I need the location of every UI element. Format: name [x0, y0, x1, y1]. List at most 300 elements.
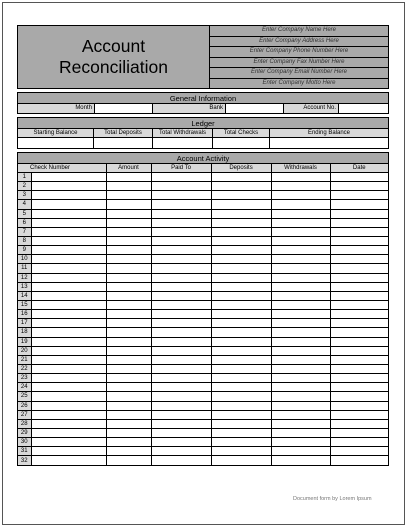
table-row — [18, 227, 388, 236]
amount-cell[interactable] — [106, 182, 151, 191]
date-header: Date — [330, 164, 388, 173]
row-number: 8 — [18, 236, 31, 245]
activity-rows — [18, 173, 388, 466]
table-row — [18, 255, 388, 264]
company-email-field[interactable]: Enter Company Email Number Here — [210, 68, 388, 79]
table-row — [18, 346, 388, 355]
check-number-header: Check Number — [18, 164, 106, 173]
amount-cell[interactable] — [106, 355, 151, 364]
check-number-cell[interactable] — [31, 383, 106, 392]
paid-to-cell[interactable] — [151, 182, 211, 191]
date-cell[interactable] — [330, 346, 388, 355]
withdrawals-cell[interactable] — [271, 346, 330, 355]
check-number-cell[interactable] — [31, 419, 106, 428]
withdrawals-cell[interactable] — [271, 419, 330, 428]
month-label: Month — [18, 104, 95, 113]
row-number: 19 — [18, 337, 31, 346]
row-number: 1 — [18, 173, 31, 182]
check-number-cell[interactable] — [31, 227, 106, 236]
date-cell[interactable] — [330, 410, 388, 419]
title-line-2: Reconciliation — [59, 57, 168, 77]
deposits-cell[interactable] — [211, 319, 271, 328]
deposits-cell[interactable] — [211, 392, 271, 401]
starting-balance-label: Starting Balance — [18, 129, 94, 137]
check-number-cell[interactable] — [31, 328, 106, 337]
paid-to-cell[interactable] — [151, 392, 211, 401]
paid-to-cell[interactable] — [151, 255, 211, 264]
row-number: 13 — [18, 282, 31, 291]
month-field[interactable] — [95, 104, 153, 113]
paid-to-cell[interactable] — [151, 246, 211, 255]
table-row — [18, 236, 388, 245]
withdrawals-cell[interactable] — [271, 209, 330, 218]
table-row — [18, 173, 388, 182]
withdrawals-header: Withdrawals — [271, 164, 330, 173]
deposits-cell[interactable] — [211, 401, 271, 410]
ending-balance-field[interactable] — [270, 138, 388, 148]
form-title — [18, 26, 210, 88]
withdrawals-cell[interactable] — [271, 236, 330, 245]
deposits-cell[interactable] — [211, 227, 271, 236]
date-cell[interactable] — [330, 209, 388, 218]
paid-to-cell[interactable] — [151, 447, 211, 456]
check-number-cell[interactable] — [31, 236, 106, 245]
ledger-heading: Ledger — [18, 118, 388, 129]
table-row — [18, 438, 388, 447]
paid-to-cell[interactable] — [151, 410, 211, 419]
deposits-cell[interactable] — [211, 337, 271, 346]
date-cell[interactable] — [330, 236, 388, 245]
date-cell[interactable] — [330, 337, 388, 346]
deposits-cell[interactable] — [211, 209, 271, 218]
paid-to-cell[interactable] — [151, 438, 211, 447]
date-cell[interactable] — [330, 419, 388, 428]
account-activity-section — [17, 152, 389, 466]
paid-to-cell[interactable] — [151, 291, 211, 300]
table-row — [18, 291, 388, 300]
paid-to-cell[interactable] — [151, 355, 211, 364]
deposits-cell[interactable] — [211, 264, 271, 273]
withdrawals-cell[interactable] — [271, 182, 330, 191]
withdrawals-cell[interactable] — [271, 428, 330, 437]
withdrawals-cell[interactable] — [271, 328, 330, 337]
company-address-field[interactable]: Enter Company Address Here — [210, 37, 388, 48]
deposits-cell[interactable] — [211, 218, 271, 227]
withdrawals-cell[interactable] — [271, 392, 330, 401]
amount-cell[interactable] — [106, 273, 151, 282]
paid-to-cell[interactable] — [151, 328, 211, 337]
deposits-cell[interactable] — [211, 438, 271, 447]
table-row — [18, 282, 388, 291]
withdrawals-cell[interactable] — [271, 319, 330, 328]
bank-field[interactable] — [226, 104, 284, 113]
row-number: 12 — [18, 273, 31, 282]
date-cell[interactable] — [330, 310, 388, 319]
withdrawals-cell[interactable] — [271, 218, 330, 227]
deposits-cell[interactable] — [211, 410, 271, 419]
bank-label: Bank — [153, 104, 226, 113]
row-number: 23 — [18, 374, 31, 383]
amount-header: Amount — [106, 164, 151, 173]
account-activity-table — [18, 164, 388, 465]
date-cell[interactable] — [330, 200, 388, 209]
date-cell[interactable] — [330, 273, 388, 282]
paid-to-cell[interactable] — [151, 300, 211, 309]
paid-to-cell[interactable] — [151, 456, 211, 465]
paid-to-cell[interactable] — [151, 310, 211, 319]
table-row — [18, 319, 388, 328]
check-number-cell[interactable] — [31, 255, 106, 264]
table-row — [18, 428, 388, 437]
table-row — [18, 401, 388, 410]
row-number: 32 — [18, 456, 31, 465]
deposits-header: Deposits — [211, 164, 271, 173]
date-cell[interactable] — [330, 456, 388, 465]
withdrawals-cell[interactable] — [271, 246, 330, 255]
paid-to-cell[interactable] — [151, 337, 211, 346]
table-row — [18, 456, 388, 465]
row-number: 11 — [18, 264, 31, 273]
deposits-cell[interactable] — [211, 173, 271, 182]
deposits-cell[interactable] — [211, 456, 271, 465]
date-cell[interactable] — [330, 383, 388, 392]
row-number: 4 — [18, 200, 31, 209]
table-row — [18, 209, 388, 218]
row-number: 7 — [18, 227, 31, 236]
account-reconciliation-form — [17, 25, 389, 466]
deposits-cell[interactable] — [211, 291, 271, 300]
date-cell[interactable] — [330, 401, 388, 410]
amount-cell[interactable] — [106, 310, 151, 319]
table-row — [18, 218, 388, 227]
table-row — [18, 246, 388, 255]
withdrawals-cell[interactable] — [271, 364, 330, 373]
amount-cell[interactable] — [106, 282, 151, 291]
total-deposits-field[interactable] — [94, 138, 153, 148]
paid-to-cell[interactable] — [151, 282, 211, 291]
deposits-cell[interactable] — [211, 200, 271, 209]
table-row — [18, 392, 388, 401]
withdrawals-cell[interactable] — [271, 264, 330, 273]
amount-cell[interactable] — [106, 227, 151, 236]
deposits-cell[interactable] — [211, 364, 271, 373]
withdrawals-cell[interactable] — [271, 438, 330, 447]
check-number-cell[interactable] — [31, 337, 106, 346]
date-cell[interactable] — [330, 182, 388, 191]
deposits-cell[interactable] — [211, 447, 271, 456]
amount-cell[interactable] — [106, 191, 151, 200]
general-information-section — [17, 92, 389, 114]
row-number: 21 — [18, 355, 31, 364]
paid-to-cell[interactable] — [151, 273, 211, 282]
table-row — [18, 383, 388, 392]
row-number: 29 — [18, 428, 31, 437]
date-cell[interactable] — [330, 428, 388, 437]
general-information-heading: General Information — [18, 93, 388, 104]
date-cell[interactable] — [330, 282, 388, 291]
check-number-cell[interactable] — [31, 355, 106, 364]
date-cell[interactable] — [330, 355, 388, 364]
row-number: 15 — [18, 300, 31, 309]
total-withdrawals-label: Total Withdrawals — [153, 129, 213, 137]
deposits-cell[interactable] — [211, 310, 271, 319]
withdrawals-cell[interactable] — [271, 273, 330, 282]
amount-cell[interactable] — [106, 209, 151, 218]
amount-cell[interactable] — [106, 419, 151, 428]
deposits-cell[interactable] — [211, 346, 271, 355]
row-number: 18 — [18, 328, 31, 337]
amount-cell[interactable] — [106, 200, 151, 209]
deposits-cell[interactable] — [211, 282, 271, 291]
withdrawals-cell[interactable] — [271, 337, 330, 346]
paid-to-cell[interactable] — [151, 200, 211, 209]
total-checks-label: Total Checks — [213, 129, 270, 137]
withdrawals-cell[interactable] — [271, 447, 330, 456]
row-number: 30 — [18, 438, 31, 447]
withdrawals-cell[interactable] — [271, 200, 330, 209]
withdrawals-cell[interactable] — [271, 173, 330, 182]
table-row — [18, 310, 388, 319]
withdrawals-cell[interactable] — [271, 374, 330, 383]
table-row — [18, 300, 388, 309]
check-number-cell[interactable] — [31, 438, 106, 447]
total-checks-field[interactable] — [213, 138, 270, 148]
row-number: 17 — [18, 319, 31, 328]
amount-cell[interactable] — [106, 428, 151, 437]
check-number-cell[interactable] — [31, 246, 106, 255]
date-cell[interactable] — [330, 191, 388, 200]
amount-cell[interactable] — [106, 456, 151, 465]
row-number: 14 — [18, 291, 31, 300]
date-cell[interactable] — [330, 173, 388, 182]
withdrawals-cell[interactable] — [271, 310, 330, 319]
deposits-cell[interactable] — [211, 300, 271, 309]
check-number-cell[interactable] — [31, 364, 106, 373]
table-row — [18, 410, 388, 419]
deposits-cell[interactable] — [211, 383, 271, 392]
check-number-cell[interactable] — [31, 310, 106, 319]
paid-to-cell[interactable] — [151, 191, 211, 200]
date-cell[interactable] — [330, 291, 388, 300]
paid-to-cell[interactable] — [151, 319, 211, 328]
withdrawals-cell[interactable] — [271, 300, 330, 309]
check-number-cell[interactable] — [31, 173, 106, 182]
paid-to-cell[interactable] — [151, 383, 211, 392]
table-row — [18, 355, 388, 364]
deposits-cell[interactable] — [211, 374, 271, 383]
withdrawals-cell[interactable] — [271, 355, 330, 364]
table-row — [18, 328, 388, 337]
deposits-cell[interactable] — [211, 419, 271, 428]
date-cell[interactable] — [330, 218, 388, 227]
check-number-cell[interactable] — [31, 392, 106, 401]
table-row — [18, 447, 388, 456]
ledger-section — [17, 117, 389, 149]
check-number-cell[interactable] — [31, 319, 106, 328]
check-number-cell[interactable] — [31, 282, 106, 291]
account-activity-heading: Account Activity — [18, 153, 388, 164]
title-line-1: Account — [81, 36, 146, 56]
total-withdrawals-field[interactable] — [153, 138, 213, 148]
deposits-cell[interactable] — [211, 236, 271, 245]
paid-to-cell[interactable] — [151, 227, 211, 236]
account-number-field[interactable] — [339, 104, 388, 113]
withdrawals-cell[interactable] — [271, 191, 330, 200]
withdrawals-cell[interactable] — [271, 383, 330, 392]
date-cell[interactable] — [330, 300, 388, 309]
check-number-cell[interactable] — [31, 401, 106, 410]
check-number-cell[interactable] — [31, 374, 106, 383]
withdrawals-cell[interactable] — [271, 227, 330, 236]
row-number: 16 — [18, 310, 31, 319]
amount-cell[interactable] — [106, 401, 151, 410]
withdrawals-cell[interactable] — [271, 291, 330, 300]
check-number-cell[interactable] — [31, 200, 106, 209]
date-cell[interactable] — [330, 255, 388, 264]
row-number: 28 — [18, 419, 31, 428]
amount-cell[interactable] — [106, 218, 151, 227]
row-number: 6 — [18, 218, 31, 227]
row-number: 25 — [18, 392, 31, 401]
date-cell[interactable] — [330, 319, 388, 328]
table-row — [18, 191, 388, 200]
amount-cell[interactable] — [106, 300, 151, 309]
date-cell[interactable] — [330, 246, 388, 255]
form-header — [17, 25, 389, 89]
table-row — [18, 182, 388, 191]
date-cell[interactable] — [330, 438, 388, 447]
amount-cell[interactable] — [106, 173, 151, 182]
total-deposits-label: Total Deposits — [94, 129, 153, 137]
check-number-cell[interactable] — [31, 191, 106, 200]
row-number: 5 — [18, 209, 31, 218]
paid-to-cell[interactable] — [151, 364, 211, 373]
row-number: 10 — [18, 255, 31, 264]
deposits-cell[interactable] — [211, 273, 271, 282]
check-number-cell[interactable] — [31, 456, 106, 465]
check-number-cell[interactable] — [31, 428, 106, 437]
amount-cell[interactable] — [106, 319, 151, 328]
table-row — [18, 374, 388, 383]
table-row — [18, 273, 388, 282]
paid-to-header: Paid To — [151, 164, 211, 173]
paid-to-cell[interactable] — [151, 173, 211, 182]
amount-cell[interactable] — [106, 255, 151, 264]
check-number-cell[interactable] — [31, 264, 106, 273]
company-motto-field[interactable]: Enter Company Motto Here — [210, 79, 388, 89]
amount-cell[interactable] — [106, 447, 151, 456]
check-number-cell[interactable] — [31, 447, 106, 456]
withdrawals-cell[interactable] — [271, 255, 330, 264]
deposits-cell[interactable] — [211, 255, 271, 264]
withdrawals-cell[interactable] — [271, 282, 330, 291]
ending-balance-label: Ending Balance — [270, 129, 388, 137]
amount-cell[interactable] — [106, 410, 151, 419]
amount-cell[interactable] — [106, 291, 151, 300]
date-cell[interactable] — [330, 374, 388, 383]
deposits-cell[interactable] — [211, 191, 271, 200]
deposits-cell[interactable] — [211, 182, 271, 191]
row-number: 22 — [18, 364, 31, 373]
withdrawals-cell[interactable] — [271, 410, 330, 419]
date-cell[interactable] — [330, 392, 388, 401]
amount-cell[interactable] — [106, 374, 151, 383]
deposits-cell[interactable] — [211, 246, 271, 255]
row-number: 24 — [18, 383, 31, 392]
check-number-cell[interactable] — [31, 182, 106, 191]
company-name-field[interactable]: Enter Company Name Here — [210, 26, 388, 37]
row-number: 2 — [18, 182, 31, 191]
row-number: 3 — [18, 191, 31, 200]
paid-to-cell[interactable] — [151, 419, 211, 428]
paid-to-cell[interactable] — [151, 218, 211, 227]
amount-cell[interactable] — [106, 364, 151, 373]
amount-cell[interactable] — [106, 337, 151, 346]
row-number: 20 — [18, 346, 31, 355]
paid-to-cell[interactable] — [151, 401, 211, 410]
amount-cell[interactable] — [106, 392, 151, 401]
date-cell[interactable] — [330, 364, 388, 373]
check-number-cell[interactable] — [31, 410, 106, 419]
row-number: 27 — [18, 410, 31, 419]
paid-to-cell[interactable] — [151, 428, 211, 437]
starting-balance-field[interactable] — [18, 138, 94, 148]
date-cell[interactable] — [330, 447, 388, 456]
deposits-cell[interactable] — [211, 428, 271, 437]
amount-cell[interactable] — [106, 236, 151, 245]
paid-to-cell[interactable] — [151, 209, 211, 218]
footer-credit: Document form by Lorem Ipsum — [293, 496, 372, 502]
check-number-cell[interactable] — [31, 300, 106, 309]
paid-to-cell[interactable] — [151, 236, 211, 245]
amount-cell[interactable] — [106, 346, 151, 355]
amount-cell[interactable] — [106, 246, 151, 255]
company-phone-field[interactable]: Enter Company Phone Number Here — [210, 47, 388, 58]
withdrawals-cell[interactable] — [271, 456, 330, 465]
check-number-cell[interactable] — [31, 218, 106, 227]
table-row — [18, 200, 388, 209]
date-cell[interactable] — [330, 264, 388, 273]
amount-cell[interactable] — [106, 438, 151, 447]
table-row — [18, 419, 388, 428]
amount-cell[interactable] — [106, 264, 151, 273]
check-number-cell[interactable] — [31, 209, 106, 218]
check-number-cell[interactable] — [31, 273, 106, 282]
amount-cell[interactable] — [106, 328, 151, 337]
date-cell[interactable] — [330, 328, 388, 337]
paid-to-cell[interactable] — [151, 374, 211, 383]
amount-cell[interactable] — [106, 383, 151, 392]
form-page — [2, 2, 405, 525]
table-row — [18, 264, 388, 273]
row-number: 31 — [18, 447, 31, 456]
deposits-cell[interactable] — [211, 328, 271, 337]
company-fax-field[interactable]: Enter Company Fax Number Here — [210, 58, 388, 69]
company-info — [210, 26, 388, 88]
check-number-cell[interactable] — [31, 291, 106, 300]
paid-to-cell[interactable] — [151, 264, 211, 273]
row-number: 26 — [18, 401, 31, 410]
row-number: 9 — [18, 246, 31, 255]
table-row — [18, 337, 388, 346]
paid-to-cell[interactable] — [151, 346, 211, 355]
check-number-cell[interactable] — [31, 346, 106, 355]
table-row — [18, 364, 388, 373]
account-number-label: Account No. — [284, 104, 339, 113]
date-cell[interactable] — [330, 227, 388, 236]
withdrawals-cell[interactable] — [271, 401, 330, 410]
deposits-cell[interactable] — [211, 355, 271, 364]
